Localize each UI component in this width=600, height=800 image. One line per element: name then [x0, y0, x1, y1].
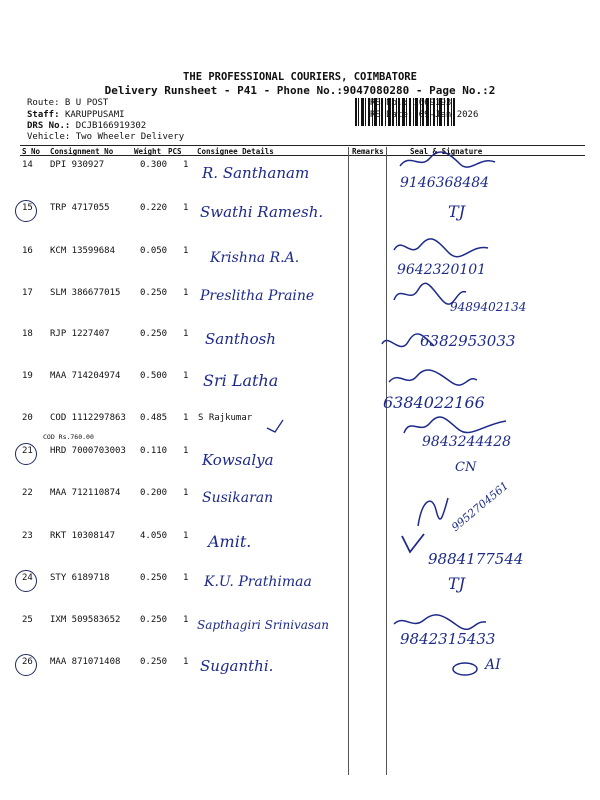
signature-phone: 9842315433: [400, 630, 496, 648]
row-consignment: SLM 386677015: [50, 288, 121, 298]
signature-initials: AI: [485, 657, 501, 673]
col-pcs: PCS: [168, 147, 182, 156]
signature-scribble: [398, 532, 428, 556]
row-sno: 16: [22, 246, 33, 256]
signature-phone: 9642320101: [397, 262, 487, 278]
row-consignment: COD 1112297863: [50, 413, 126, 423]
row-pcs: 1: [183, 573, 189, 583]
col-consignee: Consignee Details: [197, 147, 274, 156]
rs-date: RS Date: 09-Jan-2026: [370, 110, 479, 120]
row-sno: 24: [22, 573, 33, 583]
row-sno: 18: [22, 329, 33, 339]
staff-line: [27, 110, 125, 120]
route-text: Route: B U POST: [27, 98, 109, 108]
signature-scribble: [390, 236, 500, 258]
signature-phone: 6382953033: [420, 332, 516, 350]
signature-initials: CN: [455, 460, 477, 475]
row-pcs: 1: [183, 329, 189, 339]
handwritten-name: Krishna R.A.: [210, 250, 300, 266]
row-sno: 21: [22, 446, 33, 456]
drs-line: [27, 121, 146, 131]
row-consignment: TRP 4717055: [50, 203, 110, 213]
row-weight: 0.250: [140, 329, 168, 339]
handwritten-name: Sri Latha: [203, 371, 279, 390]
handwritten-name: K.U. Prathimaa: [204, 574, 312, 590]
row-sno: 20: [22, 413, 33, 423]
signature-phone: 9843244428: [422, 434, 512, 450]
col-seal-signature: Seal & Signature: [410, 147, 483, 156]
signature-divider: [386, 147, 387, 775]
col-weight: Weight: [134, 147, 162, 156]
rs-number: RS No.: 1669193: [370, 98, 452, 108]
row-consignment: STY 6189718: [50, 573, 110, 583]
row-consignment: KCM 13599684: [50, 246, 116, 256]
row-consignment: RKT 10308147: [50, 531, 116, 541]
row-pcs: 1: [183, 531, 189, 541]
row-consignment: MAA 871071408: [50, 657, 121, 667]
signature-phone: 9146368484: [400, 175, 490, 191]
row-weight: 0.250: [140, 573, 168, 583]
row-consignment: MAA 712110874: [50, 488, 121, 498]
row-weight: 0.250: [140, 615, 168, 625]
row-weight: 0.500: [140, 371, 168, 381]
cod-note: COD Rs.760.00: [43, 433, 94, 441]
row-pcs: 1: [183, 371, 189, 381]
col-consignment: Consignment No: [50, 147, 114, 156]
handwritten-name: Suganthi.: [200, 657, 274, 675]
row-weight: 0.485: [140, 413, 168, 423]
drs-value: DCJB166919302: [75, 121, 147, 131]
signature-scribble: [390, 612, 490, 632]
signature-phone: 6384022166: [383, 393, 485, 412]
row-pcs: 1: [183, 446, 189, 456]
handwritten-name: Kowsalya: [202, 451, 274, 469]
row-weight: 0.250: [140, 288, 168, 298]
circle-mark: [15, 443, 37, 465]
signature-phone: 9884177544: [428, 550, 524, 568]
circle-mark: [15, 654, 37, 676]
table-top-rule: [20, 145, 585, 146]
signature-scribble: [450, 660, 480, 678]
row-sno: 25: [22, 615, 33, 625]
row-consignment: MAA 714204974: [50, 371, 121, 381]
handwritten-name: Sapthagiri Srinivasan: [197, 618, 330, 632]
signature-phone: 9952704561: [449, 479, 511, 534]
row-pcs: 1: [183, 615, 189, 625]
row-weight: 0.050: [140, 246, 168, 256]
row-pcs: 1: [183, 413, 189, 423]
handwritten-name: Santhosh: [205, 330, 276, 348]
row-weight: 0.300: [140, 160, 168, 170]
row-weight: 0.250: [140, 657, 168, 667]
row-pcs: 1: [183, 160, 189, 170]
company-title: THE PROFESSIONAL COURIERS, COIMBATORE: [183, 71, 417, 83]
staff-value: KARUPPUSAMI: [64, 110, 125, 120]
signature-scribble: [412, 490, 452, 530]
row-weight: 0.220: [140, 203, 168, 213]
row-consignment: IXM 509583652: [50, 615, 121, 625]
signature-scribble: [385, 368, 480, 390]
row-consignee: S Rajkumar: [198, 413, 253, 423]
handwritten-name: Swathi Ramesh.: [200, 203, 324, 221]
row-sno: 22: [22, 488, 33, 498]
circle-mark: [15, 570, 37, 592]
remarks-divider: [348, 147, 349, 775]
row-sno: 19: [22, 371, 33, 381]
signature-initials: TJ: [448, 202, 466, 221]
runsheet-subtitle: Delivery Runsheet - P41 - Phone No.:9047080280 - Page No.:2: [104, 84, 496, 97]
signature-phone: 9489402134: [450, 300, 527, 314]
circle-mark: [15, 200, 37, 222]
row-sno: 17: [22, 288, 33, 298]
row-weight: 0.200: [140, 488, 168, 498]
row-consignment: HRD 7000703003: [50, 446, 126, 456]
tick-mark: [265, 418, 285, 434]
signature-scribble: [395, 150, 505, 172]
row-weight: 0.110: [140, 446, 168, 456]
row-pcs: 1: [183, 657, 189, 667]
row-pcs: 1: [183, 288, 189, 298]
row-pcs: 1: [183, 488, 189, 498]
row-pcs: 1: [183, 203, 189, 213]
row-consignment: RJP 1227407: [50, 329, 110, 339]
row-sno: 14: [22, 160, 33, 170]
staff-label: Staff:: [27, 110, 60, 120]
handwritten-name: R. Santhanam: [202, 164, 310, 182]
row-sno: 26: [22, 657, 33, 667]
vehicle-text: Vehicle: Two Wheeler Delivery: [27, 132, 185, 142]
row-weight: 4.050: [140, 531, 168, 541]
col-remarks: Remarks: [352, 147, 384, 156]
handwritten-name: Susikaran: [202, 490, 274, 506]
signature-initials: TJ: [448, 574, 466, 593]
col-sno: S No: [22, 147, 41, 156]
handwritten-name: Preslitha Praine: [200, 288, 315, 304]
row-sno: 23: [22, 531, 33, 541]
handwritten-name: Amit.: [208, 532, 252, 551]
row-sno: 15: [22, 203, 33, 213]
row-pcs: 1: [183, 246, 189, 256]
drs-label: DRS No.:: [27, 121, 71, 131]
row-consignment: DPI 930927: [50, 160, 105, 170]
